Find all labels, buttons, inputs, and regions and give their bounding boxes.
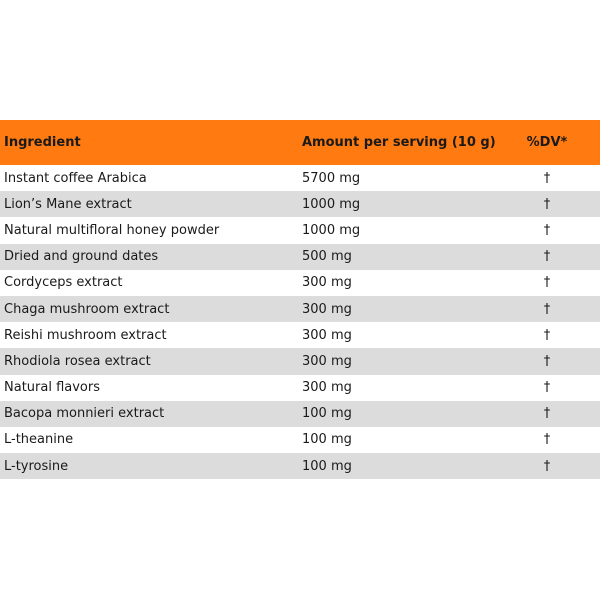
cell-ingredient: Natural multifloral honey powder [4,222,220,238]
header-amount: Amount per serving (10 g) [302,135,496,150]
table-row [0,244,600,270]
header-dv: %DV* [526,135,568,150]
cell-dv: † [543,458,551,474]
cell-dv: † [543,222,551,238]
table-row [0,296,600,322]
table-row [0,217,600,243]
table-row [0,401,600,427]
cell-amount: 300 mg [302,380,352,396]
cell-ingredient: Bacopa monnieri extract [4,406,165,422]
cell-ingredient: Dried and ground dates [4,249,159,265]
table-row [0,348,600,374]
cell-dv: † [543,353,551,369]
cell-amount: 300 mg [302,327,352,343]
cell-ingredient: Rhodiola rosea extract [4,353,151,369]
cell-ingredient: L-theanine [4,432,74,448]
cell-amount: 1000 mg [302,222,361,238]
cell-ingredient: Natural flavors [4,380,101,396]
table-row [0,191,600,217]
table-row [0,453,600,479]
table-row [0,375,600,401]
cell-amount: 1000 mg [302,196,361,212]
table-row [0,427,600,453]
cell-amount: 300 mg [302,301,352,317]
cell-dv: † [543,432,551,448]
cell-ingredient: Chaga mushroom extract [4,301,170,317]
cell-amount: 100 mg [302,406,352,422]
cell-amount: 300 mg [302,353,352,369]
cell-ingredient: Cordyceps extract [4,275,123,291]
cell-ingredient: Reishi mushroom extract [4,327,167,343]
cell-amount: 5700 mg [302,170,361,186]
cell-dv: † [543,301,551,317]
cell-amount: 100 mg [302,458,352,474]
cell-dv: † [543,327,551,343]
ingredients-table [0,120,600,479]
table-row [0,322,600,348]
cell-ingredient: Instant coffee Arabica [4,170,147,186]
cell-dv: † [543,275,551,291]
header-ingredient: Ingredient [4,135,81,150]
table-row [0,270,600,296]
cell-amount: 500 mg [302,249,352,265]
cell-dv: † [543,406,551,422]
cell-amount: 300 mg [302,275,352,291]
cell-dv: † [543,170,551,186]
cell-ingredient: Lion’s Mane extract [4,196,132,212]
cell-dv: † [543,380,551,396]
table-row [0,165,600,191]
cell-dv: † [543,196,551,212]
cell-dv: † [543,249,551,265]
cell-amount: 100 mg [302,432,352,448]
table-header [0,120,600,165]
cell-ingredient: L-tyrosine [4,458,69,474]
